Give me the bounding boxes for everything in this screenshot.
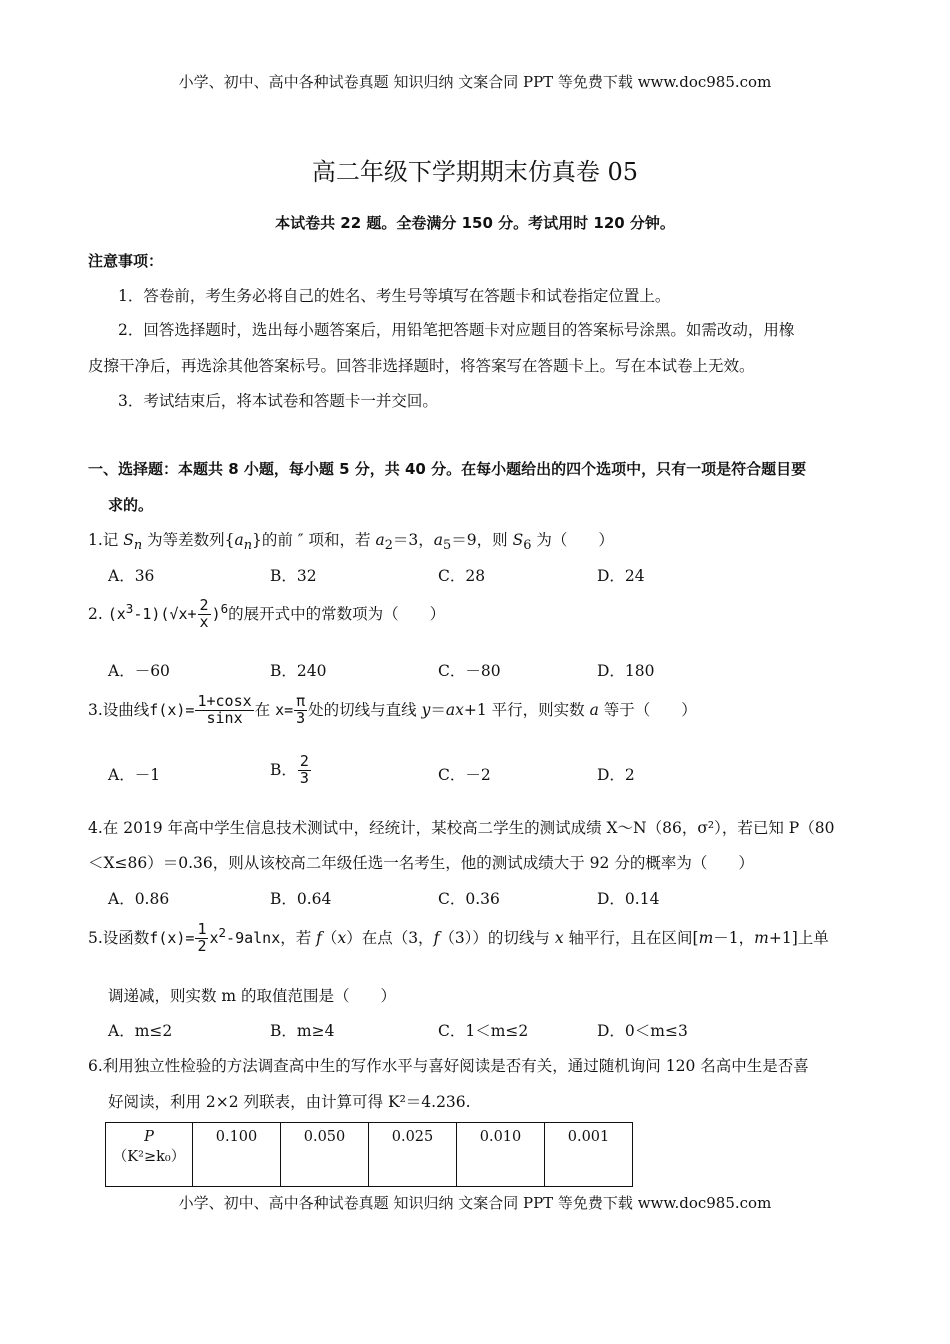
notice-item-3: 3．考试结束后，将本试卷和答题卡一并交回。: [118, 392, 438, 410]
question-5-cont: 调递减，则实数 m 的取值范围是（ ）: [108, 987, 397, 1005]
table-row: [106, 1123, 633, 1187]
section-1-heading: 一、选择题：本题共 8 小题，每小题 5 分，共 40 分。在每小题给出的四个选项中，只有一项是符合题目要: [88, 460, 807, 478]
q3-option-a: A．－1: [108, 766, 161, 784]
q2-option-a: A．－60: [108, 662, 170, 680]
question-1: 1.记 $S_n$ 为等差数列$\{a_n\}$的前 ″ 项和，若 $a_2=3$，$a_5=9$，则 $S_6$ 为（ ）: [88, 531, 614, 554]
q5-option-c: C．1＜m≤2: [438, 1022, 529, 1040]
header-watermark: 小学、初中、高中各种试卷真题 知识归纳 文案合同 PPT 等免费下载 www.doc985.com: [178, 73, 772, 91]
q5-option-b: B．m≥4: [270, 1022, 335, 1040]
q3-option-c: C．－2: [438, 766, 491, 784]
q4-option-b: B．0.64: [270, 890, 332, 908]
q1-option-b: B．32: [270, 567, 317, 585]
q2-option-c: C．－80: [438, 662, 501, 680]
q4-option-a: A．0.86: [108, 890, 170, 908]
q1-option-c: C．28: [438, 567, 486, 585]
q4-option-c: C．0.36: [438, 890, 500, 908]
exam-info: 本试卷共 22 题。全卷满分 150 分。考试用时 120 分钟。: [275, 214, 675, 232]
q4-option-d: D．0.14: [597, 890, 660, 908]
table-cell: 0.001: [545, 1123, 633, 1187]
table-cell: 0.025: [369, 1123, 457, 1187]
notice-item-2-cont: 皮擦干净后，再选涂其他答案标号。回答非选择题时，将答案写在答题卡上。写在本试卷上无效。: [88, 357, 755, 375]
question-4-cont: ＜X≤86）＝0.36，则从该校高二年级任选一名考生，他的测试成绩大于 92 分的概率为（ ）: [88, 854, 754, 872]
q1-option-d: D．24: [597, 567, 645, 585]
notice-item-2: 2．回答选择题时，选出每小题答案后，用铅笔把答题卡对应题目的答案标号涂黑。如需改动，用橡: [118, 321, 795, 339]
q2-expression: $(x^3-1)(√x+$ $\frac{2}{x}$ )$^6$: [107, 596, 229, 631]
question-4: 4.在 2019 年高中学生信息技术测试中，经统计，某校高二学生的测试成绩 X～N（86，σ²），若已知 P（80: [88, 819, 835, 837]
section-1-heading-cont: 求的。: [108, 496, 154, 514]
q2-option-d: D．180: [597, 662, 655, 680]
page-title: 高二年级下学期期末仿真卷 05: [311, 158, 639, 186]
critical-value-table: [105, 1122, 633, 1187]
q1-option-a: A．36: [108, 567, 155, 585]
footer-watermark: 小学、初中、高中各种试卷真题 知识归纳 文案合同 PPT 等免费下载 www.doc985.com: [178, 1194, 772, 1212]
question-3: 3.设曲线f(x)= $\frac{1+\cos x}{\sin x}$ 在 x= $\frac{\pi}{3}$ 处的切线与直线 y＝ax+1 平行，则实数 a 等于（ ）: [88, 692, 697, 727]
question-5: 5.设函数f(x)= $\frac{1}{2}$ $x^2-9alnx$，若 f（x）在点（3，f（3））的切线与 x 轴平行，且在区间[m－1，m+1]上单: [88, 920, 829, 955]
q5-option-a: A．m≤2: [108, 1022, 173, 1040]
table-header-cell: P （K²≥k₀）: [106, 1123, 193, 1187]
question-2: 2. $(x^3-1)(√x+$ $\frac{2}{x}$ )$^6$的展开式中的常数项为（ ）: [88, 596, 446, 631]
notice-item-1: 1．答卷前，考生务必将自己的姓名、考生号等填写在答题卡和试卷指定位置上。: [118, 287, 671, 305]
table-cell: 0.050: [281, 1123, 369, 1187]
q3-option-d: D．2: [597, 766, 635, 784]
notice-heading: 注意事项：: [88, 252, 164, 270]
question-6: 6.利用独立性检验的方法调查高中生的写作水平与喜好阅读是否有关，通过随机询问 120 名高中生是否喜: [88, 1057, 809, 1075]
q2-option-b: B．240: [270, 662, 327, 680]
q3-option-b: B． $\frac{2}{3}$: [270, 752, 309, 787]
table-cell: 0.010: [457, 1123, 545, 1187]
question-6-cont: 好阅读，利用 2×2 列联表，由计算可得 K²＝4.236.: [108, 1093, 471, 1111]
q5-option-d: D．0＜m≤3: [597, 1022, 688, 1040]
table-cell: 0.100: [193, 1123, 281, 1187]
